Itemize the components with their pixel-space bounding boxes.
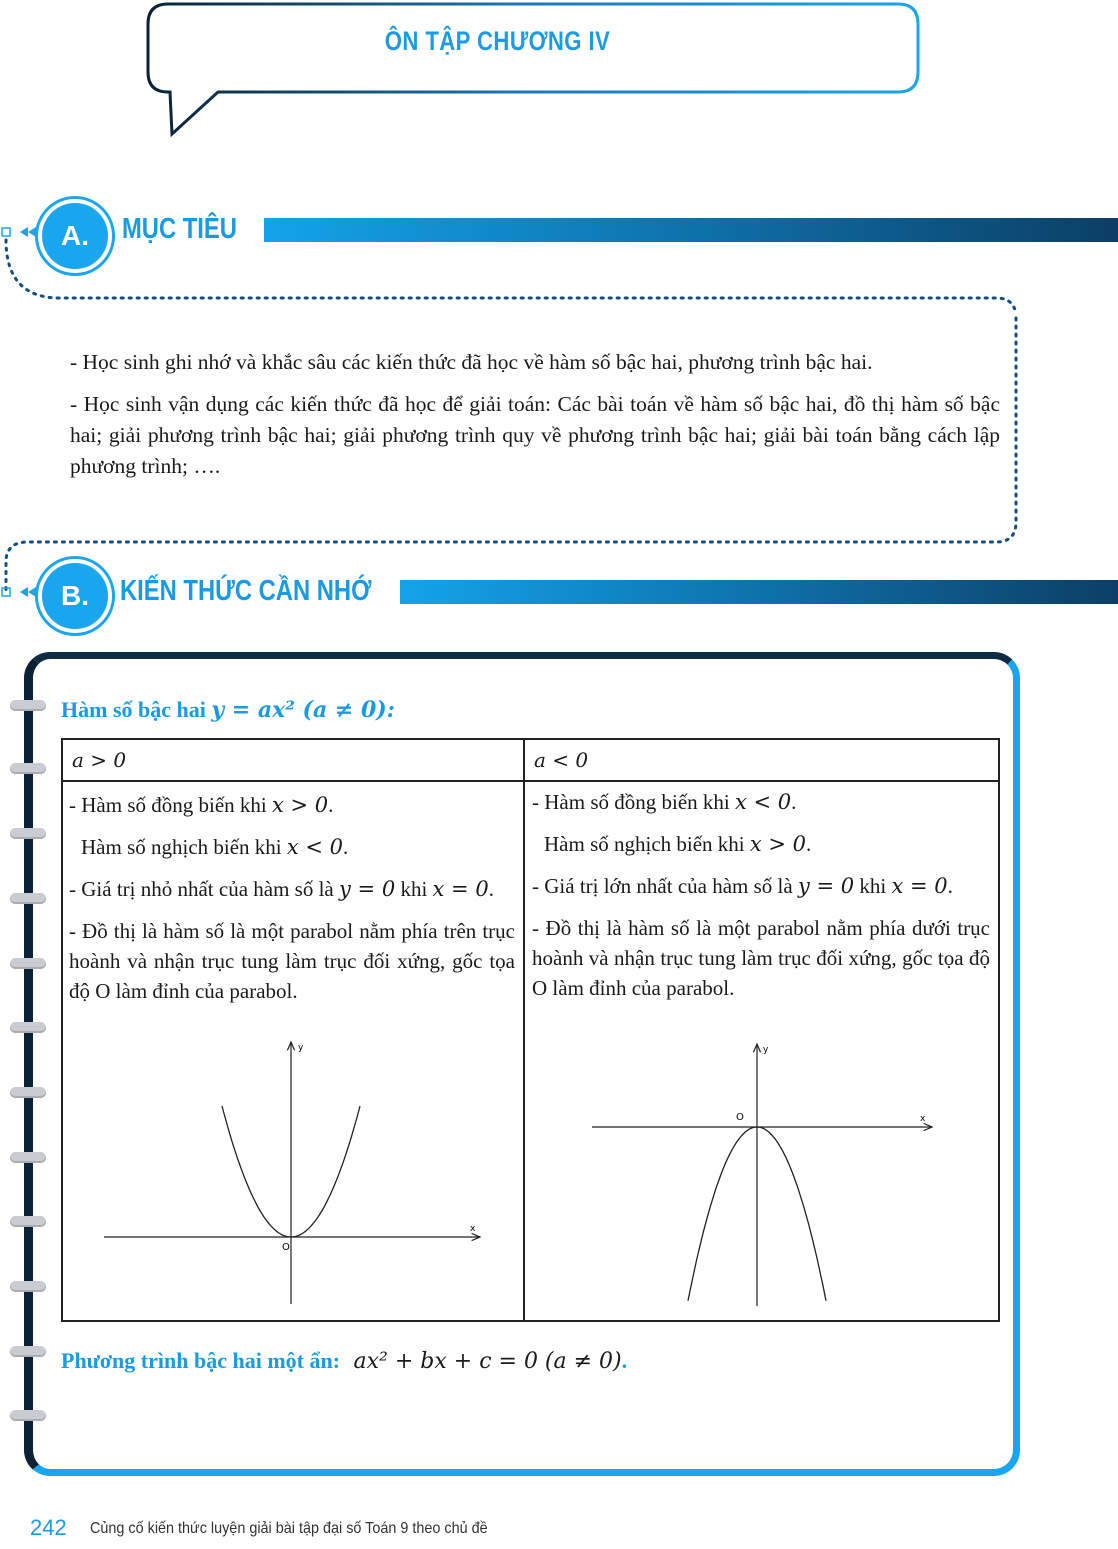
left-increase: - Hàm số đồng biến khi x > 0. [69, 793, 334, 817]
table-divider-vertical [523, 738, 525, 1322]
function-formula: y = ax² (a ≠ 0): [211, 697, 395, 723]
binder-ring [10, 958, 46, 969]
right-max-text: - Giá trị lớn nhất của hàm số là [532, 874, 793, 898]
left-increase-text: - Hàm số đồng biến khi [69, 793, 267, 817]
right-graph-desc: - Đồ thị là hàm số là một parabol nằm phía dưới trục hoành và nhận trục tung làm trục đối xứng, gốc tọa độ O làm đỉnh của parabol. [532, 916, 990, 1000]
section-b-badge [38, 559, 112, 633]
right-increase-cond: x < 0 [734, 790, 792, 814]
origin-label: O [282, 1242, 290, 1253]
binder-ring [10, 893, 46, 904]
table-cell-right [532, 787, 990, 1015]
binder-ring [10, 1346, 46, 1357]
y-axis-label: y [763, 1045, 769, 1055]
y-axis-label: y [298, 1043, 304, 1053]
equation-formula: ax² + bx + c = 0 (a ≠ 0) [353, 1349, 622, 1374]
section-b-letter: B. [61, 580, 89, 611]
section-b-title: KIẾN THỨC CẦN NHỚ [120, 575, 372, 607]
binder-ring [10, 700, 46, 711]
left-min: - Giá trị nhỏ nhất của hàm số là y = 0 khi x = 0. [69, 877, 494, 901]
left-min-khi: khi [400, 877, 428, 901]
binder-ring [10, 1152, 46, 1163]
binder-ring [10, 1022, 46, 1033]
left-increase-cond: x > 0 [271, 793, 329, 817]
origin-label: O [736, 1112, 744, 1123]
right-decrease-cond: x > 0 [749, 832, 807, 856]
section-a-badge [38, 199, 112, 273]
objective-item-2: - Học sinh vận dụng các kiến thức đã học để giải toán: Các bài toán về hàm số bậc hai, đồ thị hàm số bậc hai; giải phương trình bậc hai; giải phương trình quy về phương trình bậc hai; giải bài toán bằng cách lập phương trình; …. [70, 392, 1000, 478]
section-a-title: MỤC TIÊU [122, 213, 237, 245]
table-header-left: a > 0 [72, 748, 127, 772]
left-min-value: y = 0 [339, 877, 396, 901]
x-axis-label: x [920, 1114, 926, 1124]
binder-ring [10, 763, 46, 774]
right-decrease: Hàm số nghịch biến khi x > 0. [544, 832, 812, 856]
section-a-bar [264, 218, 1118, 242]
left-decrease-cond: x < 0 [286, 835, 344, 859]
right-increase: - Hàm số đồng biến khi x < 0. [532, 790, 797, 814]
left-min-text: - Giá trị nhỏ nhất của hàm số là [69, 877, 334, 901]
table-header-right: a < 0 [534, 748, 589, 772]
page-number: 242 [30, 1515, 67, 1540]
left-decrease-text: Hàm số nghịch biến khi [81, 835, 282, 859]
book-title: Củng cố kiến thức luyện giải bài tập đại số Toán 9 theo chủ đề [90, 1520, 488, 1537]
left-graph-desc: - Đồ thị là hàm số là một parabol nằm phía trên trục hoành và nhận trục tung làm trục đối xứng, gốc tọa độ O làm đỉnh của parabol. [69, 919, 515, 1003]
function-heading [61, 697, 395, 723]
chapter-bubble [0, 0, 1118, 140]
left-min-at: x = 0 [432, 877, 489, 901]
binder-ring [10, 1410, 46, 1421]
right-decrease-text: Hàm số nghịch biến khi [544, 832, 745, 856]
table-divider-horizontal [61, 780, 1000, 782]
graph-parabola-up [100, 1036, 490, 1308]
table-cell-left [69, 790, 515, 1018]
left-decrease: Hàm số nghịch biến khi x < 0. [81, 835, 349, 859]
equation-heading: Phương trình bậc hai một ẩn: ax² + bx + c = 0 (a ≠ 0). [61, 1348, 628, 1374]
binder-ring [10, 1281, 46, 1292]
binder-ring [10, 1087, 46, 1098]
section-a-letter: A. [61, 220, 89, 251]
graph-parabola-down [588, 1038, 938, 1310]
function-heading-text: Hàm số bậc hai [61, 697, 206, 722]
right-max-khi: khi [859, 874, 887, 898]
right-max: - Giá trị lớn nhất của hàm số là y = 0 khi x = 0. [532, 874, 953, 898]
binder-ring [10, 1216, 46, 1227]
right-increase-text: - Hàm số đồng biến khi [532, 790, 730, 814]
equation-heading-text: Phương trình bậc hai một ẩn: [61, 1348, 341, 1373]
objective-item-1: - Học sinh ghi nhớ và khắc sâu các kiến thức đã học về hàm số bậc hai, phương trình bậc hai. [70, 350, 873, 374]
section-b-bar [400, 580, 1118, 604]
right-max-at: x = 0 [891, 874, 948, 898]
chapter-title: ÔN TẬP CHƯƠNG IV [384, 26, 611, 56]
x-axis-label: x [470, 1224, 476, 1234]
right-max-value: y = 0 [797, 874, 855, 898]
binder-ring [10, 828, 46, 839]
